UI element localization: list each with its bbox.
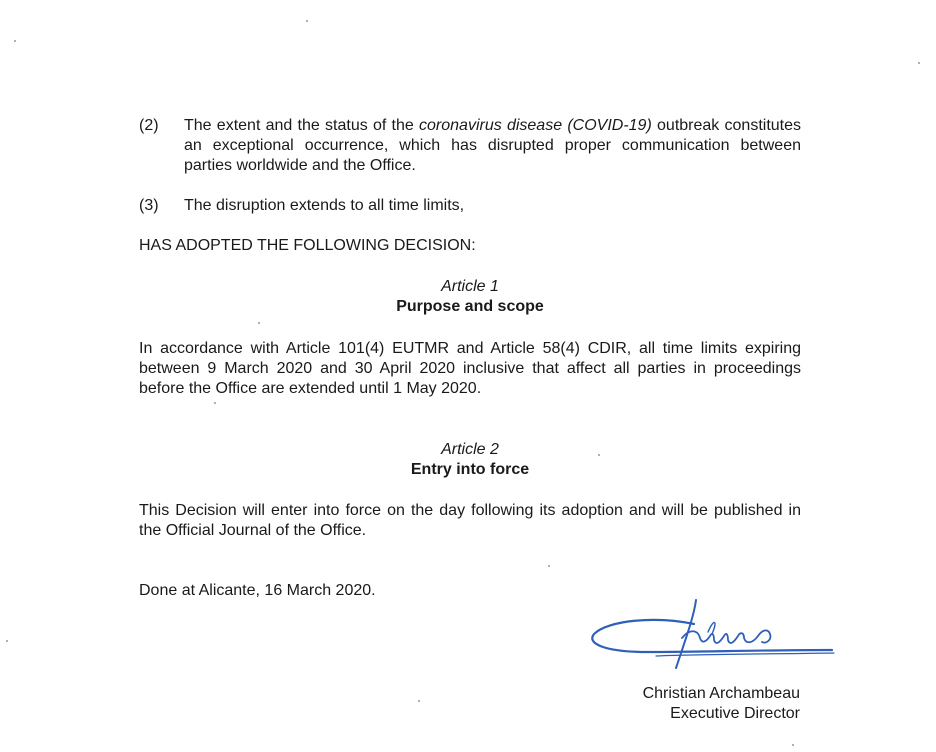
article-2-label: Article 2 bbox=[441, 441, 499, 458]
scan-speck bbox=[598, 454, 600, 456]
article-1-label: Article 1 bbox=[441, 278, 499, 295]
recital-text: The extent and the status of the coronavirus disease (COVID-19) outbreak constitutes an exceptional occurrence, which has disrupted proper communication between parties worldwide and the Office. bbox=[184, 117, 802, 174]
scan-speck bbox=[306, 20, 308, 22]
article-2-body: This Decision will enter into force on the day following its adoption and will be published in the Official Journal of the Office. bbox=[139, 502, 801, 539]
recital-number: (2) bbox=[139, 117, 159, 134]
disease-name: coronavirus disease (COVID-19) bbox=[419, 117, 652, 134]
scan-speck bbox=[258, 322, 260, 324]
scan-speck bbox=[918, 62, 920, 64]
scan-speck bbox=[214, 402, 216, 404]
scan-speck bbox=[6, 640, 8, 642]
article-1-body: In accordance with Article 101(4) EUTMR and Article 58(4) CDIR, all time limits expiring between 9 March 2020 and 30 April 2020 inclusive that affect all parties in proceedings before the Office are extended until 1 May 2020. bbox=[139, 340, 801, 397]
signatory-name: Christian Archambeau bbox=[642, 685, 800, 702]
adoption-line: HAS ADOPTED THE FOLLOWING DECISION: bbox=[139, 237, 476, 254]
recital-3 bbox=[139, 196, 801, 216]
recital-2 bbox=[139, 116, 801, 176]
recital-text: The disruption extends to all time limits, bbox=[184, 197, 465, 214]
scan-speck bbox=[548, 565, 550, 567]
signatory-role: Executive Director bbox=[670, 705, 800, 722]
scan-speck bbox=[418, 700, 420, 702]
signature-image bbox=[586, 598, 838, 672]
scan-speck bbox=[14, 40, 16, 42]
scan-speck bbox=[792, 744, 794, 746]
recital-number: (3) bbox=[139, 197, 159, 214]
article-1-title: Purpose and scope bbox=[396, 298, 544, 315]
article-2-title: Entry into force bbox=[410, 461, 530, 478]
place-date: Done at Alicante, 16 March 2020. bbox=[139, 582, 376, 599]
